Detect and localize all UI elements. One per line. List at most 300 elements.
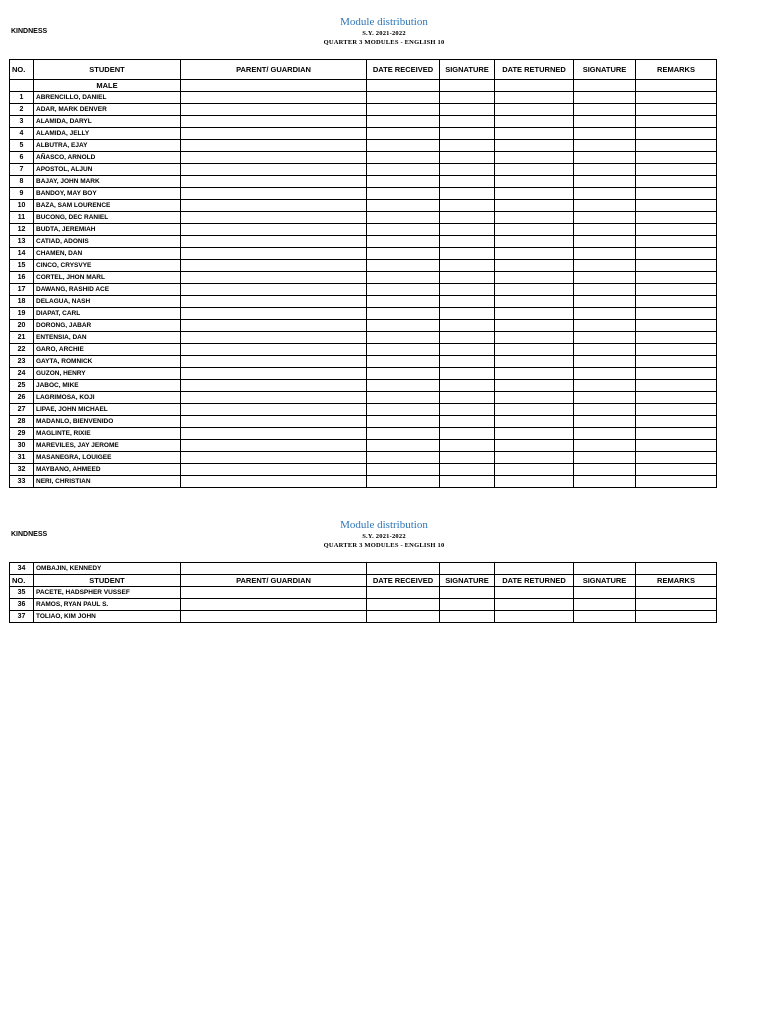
empty-cell: [181, 380, 367, 392]
empty-cell: [367, 92, 440, 104]
empty-cell: [367, 116, 440, 128]
row-number: 33: [10, 476, 34, 488]
empty-cell: [636, 188, 717, 200]
table-row: [10, 416, 717, 428]
student-name: MASANEGRA, LOUIGEE: [34, 452, 181, 464]
student-name: OMBAJIN, KENNEDY: [34, 563, 181, 575]
empty-cell: [367, 368, 440, 380]
empty-cell: [181, 188, 367, 200]
empty-cell: [367, 611, 440, 623]
empty-cell: [574, 176, 636, 188]
empty-cell: [636, 248, 717, 260]
empty-cell: [181, 92, 367, 104]
empty-cell: [574, 284, 636, 296]
empty-cell: [181, 200, 367, 212]
empty-cell: [367, 476, 440, 488]
student-name: DAWANG, RASHID ACE: [34, 284, 181, 296]
row-number: 15: [10, 260, 34, 272]
empty-cell: [636, 452, 717, 464]
table-row: [10, 404, 717, 416]
student-name: MAGLINTE, RIXIE: [34, 428, 181, 440]
empty-cell: [495, 284, 574, 296]
student-name: CHAMEN, DAN: [34, 248, 181, 260]
empty-cell: [181, 152, 367, 164]
row-number: 32: [10, 464, 34, 476]
empty-cell: [636, 224, 717, 236]
row-number: 22: [10, 344, 34, 356]
empty-cell: [495, 308, 574, 320]
empty-cell: [574, 452, 636, 464]
column-header: REMARKS: [636, 575, 717, 587]
student-name: BUDTA, JEREMIAH: [34, 224, 181, 236]
column-header: DATE RECEIVED: [367, 60, 440, 80]
empty-cell: [440, 320, 495, 332]
column-header: REMARKS: [636, 60, 717, 80]
empty-cell: [367, 176, 440, 188]
empty-cell: [495, 587, 574, 599]
empty-cell: [440, 284, 495, 296]
row-number: 5: [10, 140, 34, 152]
empty-cell: [495, 611, 574, 623]
empty-cell: [636, 164, 717, 176]
student-name: ADAR, MARK DENVER: [34, 104, 181, 116]
empty-cell: [636, 344, 717, 356]
empty-cell: [181, 599, 367, 611]
empty-cell: [367, 284, 440, 296]
empty-cell: [440, 392, 495, 404]
empty-cell: [636, 428, 717, 440]
empty-cell: [367, 332, 440, 344]
student-name: CINCO, CRYSVYE: [34, 260, 181, 272]
table-row: [10, 224, 717, 236]
empty-cell: [574, 188, 636, 200]
column-header: DATE RECEIVED: [367, 575, 440, 587]
empty-cell: [440, 296, 495, 308]
empty-cell: [574, 440, 636, 452]
empty-cell: [636, 356, 717, 368]
empty-cell: [367, 599, 440, 611]
empty-cell: [495, 212, 574, 224]
empty-cell: [636, 611, 717, 623]
empty-cell: [495, 344, 574, 356]
empty-cell: [636, 320, 717, 332]
student-name: ENTENSIA, DAN: [34, 332, 181, 344]
table-row: [10, 164, 717, 176]
empty-cell: [367, 272, 440, 284]
column-header: DATE RETURNED: [495, 60, 574, 80]
table-row: [10, 284, 717, 296]
row-number: 14: [10, 248, 34, 260]
row-number: 11: [10, 212, 34, 224]
table-row: [10, 308, 717, 320]
row-number: 3: [10, 116, 34, 128]
table-row: [10, 272, 717, 284]
row-number: 26: [10, 392, 34, 404]
empty-cell: [181, 344, 367, 356]
row-number: 18: [10, 296, 34, 308]
empty-cell: [574, 224, 636, 236]
empty-cell: [495, 392, 574, 404]
empty-cell: [367, 452, 440, 464]
empty-cell: [495, 464, 574, 476]
column-header: SIGNATURE: [574, 60, 636, 80]
column-header: NO.: [10, 575, 34, 587]
row-number: 10: [10, 200, 34, 212]
empty-cell: [636, 332, 717, 344]
empty-cell: [181, 416, 367, 428]
empty-cell: [636, 128, 717, 140]
table-row: [10, 104, 717, 116]
table-row: [10, 392, 717, 404]
empty-cell: [367, 236, 440, 248]
table-row: [10, 92, 717, 104]
empty-cell: [636, 476, 717, 488]
empty-cell: [440, 452, 495, 464]
row-number: 31: [10, 452, 34, 464]
empty-cell: [495, 404, 574, 416]
row-number: 2: [10, 104, 34, 116]
empty-cell: [574, 92, 636, 104]
table-row: [10, 260, 717, 272]
empty-cell: [574, 587, 636, 599]
empty-cell: [495, 428, 574, 440]
empty-cell: [440, 464, 495, 476]
column-header: STUDENT: [34, 60, 181, 80]
table-row: [10, 563, 717, 575]
empty-cell: [440, 176, 495, 188]
empty-cell: [574, 248, 636, 260]
empty-cell: [574, 200, 636, 212]
empty-cell: [574, 476, 636, 488]
group-label: MALE: [34, 80, 181, 92]
empty-cell: [181, 452, 367, 464]
empty-cell: [574, 599, 636, 611]
empty-cell: [574, 164, 636, 176]
student-name: MAYBANO, AHMEED: [34, 464, 181, 476]
empty-cell: [495, 104, 574, 116]
student-name: DELAGUA, NASH: [34, 296, 181, 308]
empty-cell: [495, 452, 574, 464]
empty-cell: [495, 152, 574, 164]
empty-cell: [367, 128, 440, 140]
empty-cell: [440, 200, 495, 212]
empty-cell: [636, 296, 717, 308]
row-number: 36: [10, 599, 34, 611]
empty-cell: [636, 272, 717, 284]
empty-cell: [495, 476, 574, 488]
empty-cell: [495, 248, 574, 260]
empty-cell: [181, 428, 367, 440]
row-number: 29: [10, 428, 34, 440]
row-number: 16: [10, 272, 34, 284]
table-row: [10, 296, 717, 308]
empty-cell: [440, 428, 495, 440]
empty-cell: [440, 128, 495, 140]
empty-cell: [495, 368, 574, 380]
empty-cell: [367, 104, 440, 116]
empty-cell: [367, 356, 440, 368]
empty-cell: [636, 308, 717, 320]
table-row: [10, 380, 717, 392]
student-name: BAJAY, JOHN MARK: [34, 176, 181, 188]
student-name: RAMOS, RYAN PAUL S.: [34, 599, 181, 611]
table-row: [10, 236, 717, 248]
empty-cell: [495, 320, 574, 332]
empty-cell: [367, 164, 440, 176]
student-name: ABRENCILLO, DANIEL: [34, 92, 181, 104]
column-header: SIGNATURE: [440, 575, 495, 587]
row-number: 9: [10, 188, 34, 200]
empty-cell: [636, 587, 717, 599]
empty-cell: [367, 404, 440, 416]
empty-cell: [440, 260, 495, 272]
page-2: [0, 500, 768, 1024]
student-name: GAYTA, ROMNICK: [34, 356, 181, 368]
empty-cell: [440, 440, 495, 452]
student-name: GARO, ARCHIE: [34, 344, 181, 356]
column-header: SIGNATURE: [574, 575, 636, 587]
table-row: [10, 248, 717, 260]
empty-cell: [440, 587, 495, 599]
empty-cell: [495, 116, 574, 128]
table-row: [10, 599, 717, 611]
row-number: 30: [10, 440, 34, 452]
student-name: GUZON, HENRY: [34, 368, 181, 380]
empty-cell: [181, 104, 367, 116]
document-title: Module distribution: [340, 519, 428, 531]
column-header: STUDENT: [34, 575, 181, 587]
empty-cell: [181, 587, 367, 599]
empty-cell: [495, 599, 574, 611]
empty-cell: [440, 416, 495, 428]
empty-cell: [440, 152, 495, 164]
empty-cell: [495, 128, 574, 140]
empty-cell: [636, 260, 717, 272]
empty-cell: [574, 464, 636, 476]
student-name: BANDOY, MAY BOY: [34, 188, 181, 200]
empty-cell: [367, 344, 440, 356]
column-header: DATE RETURNED: [495, 575, 574, 587]
empty-cell: [181, 116, 367, 128]
empty-cell: [440, 248, 495, 260]
empty-cell: [636, 284, 717, 296]
empty-cell: [440, 344, 495, 356]
empty-cell: [181, 440, 367, 452]
empty-cell: [440, 188, 495, 200]
empty-cell: [574, 212, 636, 224]
table-row: [10, 368, 717, 380]
empty-cell: [636, 440, 717, 452]
row-number: 4: [10, 128, 34, 140]
empty-cell: [181, 464, 367, 476]
document-subtitle: QUARTER 3 MODULES - ENGLISH 10: [323, 39, 445, 46]
empty-cell: [495, 416, 574, 428]
empty-cell: [636, 104, 717, 116]
row-number: 34: [10, 563, 34, 575]
empty-cell: [574, 236, 636, 248]
empty-cell: [181, 140, 367, 152]
empty-cell: [495, 236, 574, 248]
row-number: 20: [10, 320, 34, 332]
empty-cell: [181, 404, 367, 416]
empty-cell: [367, 248, 440, 260]
empty-cell: [440, 140, 495, 152]
empty-cell: [495, 164, 574, 176]
table-row: [10, 212, 717, 224]
empty-cell: [574, 260, 636, 272]
column-header: PARENT/ GUARDIAN: [181, 575, 367, 587]
empty-cell: [181, 296, 367, 308]
empty-cell: [495, 176, 574, 188]
distribution-table: [9, 59, 717, 488]
student-name: BAZA, SAM LOURENCE: [34, 200, 181, 212]
empty-cell: [440, 404, 495, 416]
column-header: PARENT/ GUARDIAN: [181, 60, 367, 80]
empty-cell: [440, 212, 495, 224]
empty-cell: [181, 260, 367, 272]
empty-cell: [181, 248, 367, 260]
empty-cell: [636, 140, 717, 152]
empty-cell: [367, 212, 440, 224]
empty-cell: [181, 320, 367, 332]
empty-cell: [495, 140, 574, 152]
empty-cell: [440, 308, 495, 320]
row-number: 1: [10, 92, 34, 104]
empty-cell: [574, 272, 636, 284]
student-name: CATIAD, ADONIS: [34, 236, 181, 248]
empty-cell: [181, 164, 367, 176]
table-row: [10, 332, 717, 344]
empty-cell: [636, 152, 717, 164]
empty-cell: [636, 236, 717, 248]
empty-cell: [181, 212, 367, 224]
student-name: DORONG, JABAR: [34, 320, 181, 332]
student-name: PACETE, HADSPHER VUSSEF: [34, 587, 181, 599]
empty-cell: [636, 404, 717, 416]
group-row: [10, 80, 717, 92]
table-header-row: [10, 575, 717, 587]
row-number: 8: [10, 176, 34, 188]
empty-cell: [636, 212, 717, 224]
student-name: ALAMIDA, JELLY: [34, 128, 181, 140]
empty-cell: [495, 260, 574, 272]
row-number: 17: [10, 284, 34, 296]
student-name: CORTEL, JHON MARL: [34, 272, 181, 284]
empty-cell: [495, 440, 574, 452]
empty-cell: [181, 224, 367, 236]
column-header: NO.: [10, 60, 34, 80]
row-number: 12: [10, 224, 34, 236]
row-number: 27: [10, 404, 34, 416]
empty-cell: [574, 380, 636, 392]
empty-cell: [636, 380, 717, 392]
empty-cell: [367, 440, 440, 452]
document-subtitle: QUARTER 3 MODULES - ENGLISH 10: [323, 542, 445, 549]
row-number: 28: [10, 416, 34, 428]
empty-cell: [574, 320, 636, 332]
table-header-row: [10, 60, 717, 80]
empty-cell: [574, 140, 636, 152]
column-header: SIGNATURE: [440, 60, 495, 80]
table-row: [10, 452, 717, 464]
empty-cell: [440, 272, 495, 284]
row-number: 23: [10, 356, 34, 368]
empty-cell: [367, 140, 440, 152]
student-name: APOSTOL, ALJUN: [34, 164, 181, 176]
distribution-table: [9, 562, 717, 623]
empty-cell: [181, 611, 367, 623]
class-name: KINDNESS: [11, 28, 48, 35]
empty-cell: [181, 392, 367, 404]
empty-cell: [181, 128, 367, 140]
empty-cell: [636, 200, 717, 212]
empty-cell: [440, 476, 495, 488]
empty-cell: [440, 92, 495, 104]
empty-cell: [181, 476, 367, 488]
empty-cell: [367, 320, 440, 332]
empty-cell: [440, 116, 495, 128]
empty-cell: [367, 392, 440, 404]
empty-cell: [367, 308, 440, 320]
empty-cell: [574, 404, 636, 416]
empty-cell: [636, 599, 717, 611]
empty-cell: [181, 308, 367, 320]
empty-cell: [440, 368, 495, 380]
empty-cell: [495, 188, 574, 200]
empty-cell: [181, 368, 367, 380]
empty-cell: [440, 164, 495, 176]
empty-cell: [574, 356, 636, 368]
empty-cell: [495, 356, 574, 368]
empty-cell: [440, 356, 495, 368]
student-name: TOLIAO, KIM JOHN: [34, 611, 181, 623]
student-name: MAREVILES, JAY JEROME: [34, 440, 181, 452]
empty-cell: [574, 308, 636, 320]
empty-cell: [181, 356, 367, 368]
empty-cell: [367, 200, 440, 212]
student-name: AÑASCO, ARNOLD: [34, 152, 181, 164]
document-title: Module distribution: [340, 16, 428, 28]
empty-cell: [181, 272, 367, 284]
empty-cell: [181, 284, 367, 296]
row-number: 13: [10, 236, 34, 248]
row-number: 21: [10, 332, 34, 344]
table-row: [10, 476, 717, 488]
school-year: S.Y. 2021-2022: [362, 533, 406, 540]
table-row: [10, 428, 717, 440]
empty-cell: [440, 611, 495, 623]
empty-cell: [574, 416, 636, 428]
empty-cell: [367, 296, 440, 308]
student-name: MADANLO, BIENVENIDO: [34, 416, 181, 428]
row-number: 37: [10, 611, 34, 623]
empty-cell: [636, 92, 717, 104]
table-row: [10, 611, 717, 623]
empty-cell: [574, 368, 636, 380]
row-number: 35: [10, 587, 34, 599]
empty-cell: [440, 224, 495, 236]
empty-cell: [367, 224, 440, 236]
empty-cell: [440, 332, 495, 344]
table-row: [10, 440, 717, 452]
empty-cell: [636, 416, 717, 428]
empty-cell: [495, 332, 574, 344]
empty-cell: [636, 392, 717, 404]
empty-cell: [495, 224, 574, 236]
empty-cell: [636, 368, 717, 380]
empty-cell: [574, 152, 636, 164]
empty-cell: [367, 416, 440, 428]
